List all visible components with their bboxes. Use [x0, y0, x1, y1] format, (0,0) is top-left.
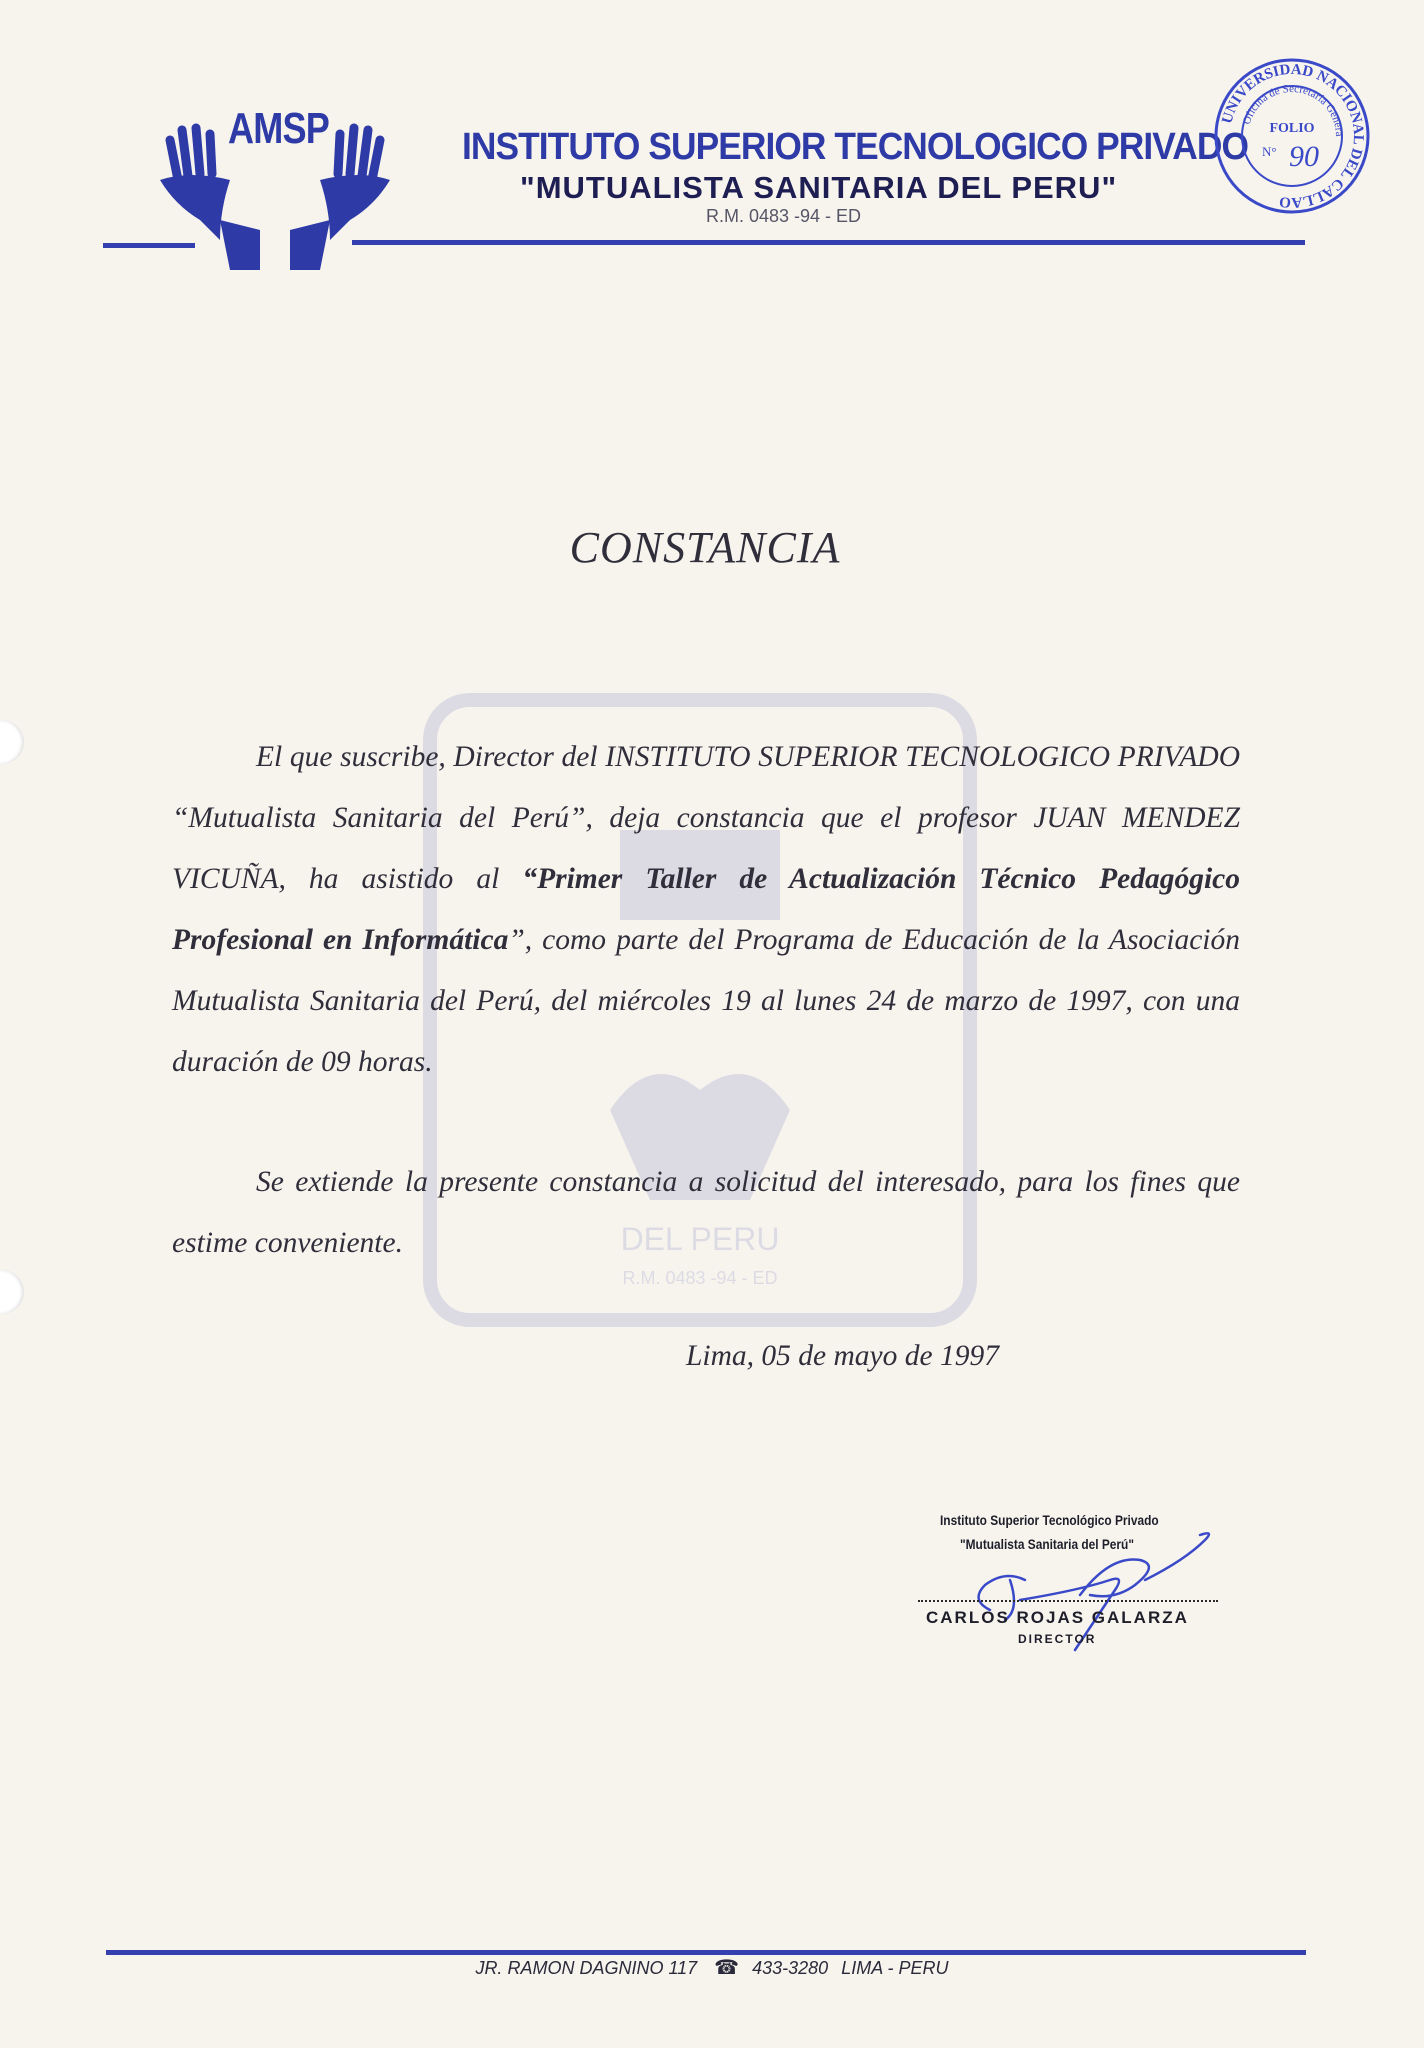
header-rule-left — [103, 243, 195, 248]
institute-name: INSTITUTO SUPERIOR TECNOLOGICO PRIVADO — [462, 126, 1249, 168]
footer-city: LIMA - PERU — [841, 1958, 949, 1978]
stamp-number-label: N° — [1262, 144, 1277, 159]
watermark-resolution: R.M. 0483 -94 - ED — [622, 1268, 778, 1288]
institute-subtitle: "MUTUALISTA SANITARIA DEL PERU" — [520, 170, 1118, 205]
watermark-bottom-text: DEL PERU — [620, 1221, 780, 1257]
signatory-name: CARLOS ROJAS GALARZA — [926, 1608, 1189, 1627]
signature-line — [918, 1600, 1218, 1602]
punch-hole-top — [0, 720, 24, 764]
telephone-icon: ☎ — [714, 1957, 740, 1979]
signatory-role: DIRECTOR — [1018, 1632, 1097, 1646]
footer-address: JR. RAMON DAGNINO 117 — [475, 1958, 698, 1978]
logo-text: AMSP — [228, 104, 329, 153]
closing-paragraph: Se extiende la presente constancia a solicitud del interesado, para los fines que estime conveniente. — [172, 1166, 1240, 1259]
signature-seal-line2: "Mutualista Sanitaria del Perú" — [960, 1536, 1134, 1552]
footer-contact — [0, 1955, 1424, 1980]
certificate-body — [172, 727, 1240, 1093]
punch-hole-bottom — [0, 1270, 24, 1314]
workshop-title: “Primer Taller de Actualización Técnico Pedagógico Profesional en Informática — [172, 863, 1241, 956]
stamp-folio-label: FOLIO — [1269, 121, 1315, 136]
university-stamp — [1212, 56, 1372, 216]
body-text-start: El que suscribe, Director del INSTITUTO SUPERIOR TECNOLOGICO PRIVADO “Mutualista Sanitaria del Perú”, deja constancia que el profesor JUAN MENDEZ VICUÑA, ha asistido al — [172, 741, 1240, 895]
body-text-end: ”, como parte del Programa de Educación de la Asociación Mutualista Sanitaria del Perú, del miércoles 19 al lunes 24 de marzo de 1997, con una duración de 09 horas. — [172, 924, 1240, 1078]
header-rule-right — [352, 240, 1305, 245]
stamp-inner-text: Oficina de Secretaría Genera — [1240, 82, 1346, 137]
issue-date: Lima, 05 de mayo de 1997 — [686, 1340, 999, 1372]
signature-seal-line1: Instituto Superior Tecnológico Privado — [940, 1512, 1159, 1528]
footer-phone: 433-3280 — [752, 1958, 829, 1978]
document-title: CONSTANCIA — [569, 523, 841, 572]
stamp-outer-text: UNIVERSIDAD NACIONAL DEL CALLAO — [1219, 61, 1367, 211]
stamp-folio-number: 90 — [1289, 140, 1319, 173]
resolution-number: R.M. 0483 -94 - ED — [706, 206, 862, 226]
